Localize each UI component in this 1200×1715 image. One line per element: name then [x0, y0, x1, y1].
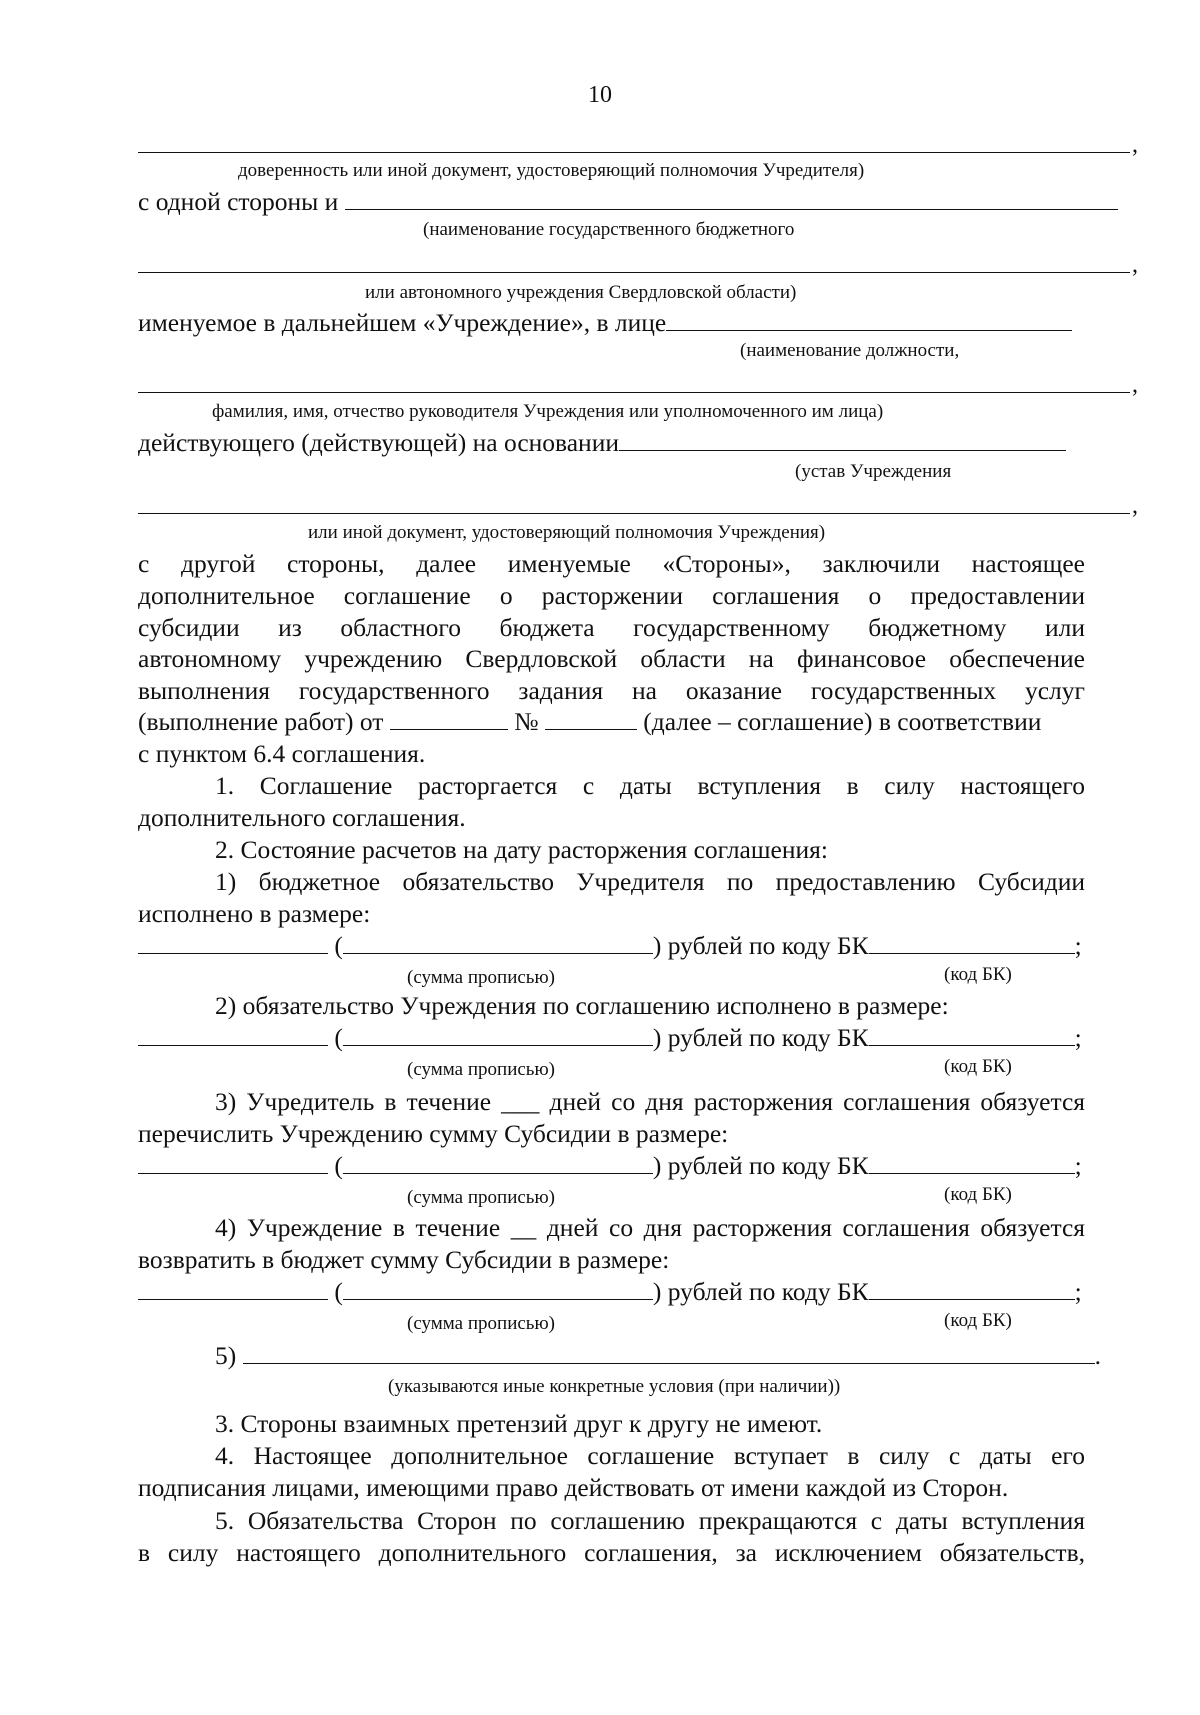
date-field	[390, 707, 508, 730]
blank-line	[138, 513, 1130, 514]
item-3-line: 3. Стороны взаимных претензий друг к другу не имеют.	[215, 1409, 823, 1438]
amount-field	[138, 1023, 328, 1046]
blank-field	[619, 428, 1066, 451]
amount-words-field	[343, 931, 653, 954]
paren: (	[334, 1151, 343, 1180]
paragraph-line: субсидии из областного бюджета государственному бюджетному или	[138, 613, 1085, 642]
line-text: действующего (действующей) на основании	[138, 428, 620, 457]
semicolon: ;	[1074, 1277, 1082, 1306]
period: .	[1094, 1341, 1101, 1370]
paragraph-line: с другой стороны, далее именуемые «Стороны», заключили настоящее	[138, 549, 1085, 578]
caption-sum-words: (сумма прописью)	[407, 1059, 555, 1080]
item-5-line: в силу настоящего дополнительного соглашения, за исключением обязательств,	[138, 1538, 1085, 1567]
comma: ,	[1132, 372, 1138, 398]
subitem-1-line: 1) бюджетное обязательство Учредителя по предоставлению Субсидии	[215, 867, 1085, 896]
subitem-3-line: перечислить Учреждению сумму Субсидии в размере:	[138, 1119, 729, 1148]
bk-code-field	[869, 1151, 1075, 1174]
amount-words-field	[343, 1277, 653, 1300]
item-5-line: 5. Обязательства Сторон по соглашению прекращаются с даты вступления	[215, 1506, 1085, 1535]
caption-institution-type: или автономного учреждения Свердловской области)	[365, 282, 797, 303]
line-one-side	[138, 186, 1085, 218]
item-1-line: дополнительного соглашения.	[138, 803, 466, 832]
paragraph-line-date-number	[138, 706, 1085, 738]
caption-sum-words: (сумма прописью)	[407, 1313, 555, 1334]
number-field	[545, 707, 637, 730]
paragraph-line: выполнения государственного задания на оказание государственных услуг	[138, 676, 1085, 705]
caption-bk-code: (код БК)	[944, 1310, 1012, 1331]
amount-line	[138, 1276, 1085, 1308]
caption-founder-document: доверенность или иной документ, удостоверяющий полномочия Учредителя)	[238, 160, 865, 181]
caption-other-conditions: (указываются иные конкретные условия (при наличии))	[388, 1376, 841, 1397]
blank-field	[345, 187, 1118, 210]
subitem-4-line: 4) Учреждение в течение __ дней со дня расторжения соглашения обязуется	[215, 1213, 1085, 1242]
caption-position: (наименование должности,	[740, 340, 960, 361]
amount-label: ) рублей по коду БК	[652, 1023, 869, 1052]
item-2-line: 2. Состояние расчетов на дату расторжения соглашения:	[215, 835, 828, 864]
blank-line	[138, 152, 1130, 153]
caption-sum-words: (сумма прописью)	[407, 1187, 555, 1208]
blank-field	[666, 308, 1072, 331]
item-1-line: 1. Соглашение расторгается с даты вступления в силу настоящего	[215, 771, 1085, 800]
caption-fio: фамилия, имя, отчество руководителя Учреждения или уполномоченного им лица)	[212, 401, 884, 422]
line-named	[138, 307, 1085, 339]
subitem-3-line: 3) Учредитель в течение ___ дней со дня расторжения соглашения обязуется	[215, 1087, 1085, 1116]
comma: ,	[1132, 493, 1138, 519]
amount-field	[138, 1151, 328, 1174]
semicolon: ;	[1074, 1023, 1082, 1052]
line-text: с одной стороны и	[138, 187, 339, 216]
bk-code-field	[869, 1023, 1075, 1046]
line-text: именуемое в дальнейшем «Учреждение», в лице	[138, 308, 667, 337]
amount-line	[138, 1150, 1085, 1182]
caption-bk-code: (код БК)	[944, 964, 1012, 985]
blank-line	[138, 392, 1130, 393]
subitem-1-line: исполнено в размере:	[138, 899, 371, 928]
amount-words-field	[343, 1151, 653, 1174]
caption-institution-document: или иной документ, удостоверяющий полномочия Учреждения)	[308, 522, 826, 543]
paragraph-line: с пунктом 6.4 соглашения.	[138, 739, 426, 768]
line-text: 5)	[215, 1341, 237, 1370]
amount-line	[138, 1022, 1085, 1054]
paragraph-line: автономному учреждению Свердловской области на финансовое обеспечение	[138, 644, 1085, 673]
page-number: 10	[588, 82, 612, 108]
item-4-line: 4. Настоящее дополнительное соглашение вступает в силу с даты его	[215, 1441, 1085, 1470]
amount-line	[138, 930, 1085, 962]
caption-institution-name: (наименование государственного бюджетного	[423, 219, 795, 240]
line-acting	[138, 427, 1085, 459]
paren: (	[334, 1023, 343, 1052]
blank-line	[138, 272, 1130, 273]
amount-words-field	[343, 1023, 653, 1046]
caption-bk-code: (код БК)	[944, 1056, 1012, 1077]
item-4-line: подписания лицами, имеющими право действовать от имени каждой из Сторон.	[138, 1473, 1009, 1502]
amount-label: ) рублей по коду БК	[652, 1277, 869, 1306]
bk-code-field	[869, 1277, 1075, 1300]
comma: ,	[1132, 252, 1138, 278]
subitem-2-line: 2) обязательство Учреждения по соглашению исполнено в размере:	[215, 991, 949, 1020]
semicolon: ;	[1074, 1151, 1082, 1180]
line-text: (далее – соглашение) в соответствии	[643, 707, 1042, 736]
paragraph-line: дополнительное соглашение о расторжении соглашения о предоставлении	[138, 581, 1085, 610]
subitem-4-line: возвратить в бюджет сумму Субсидии в размере:	[138, 1245, 670, 1274]
caption-charter: (устав Учреждения	[795, 461, 952, 482]
line-text: (выполнение работ) от	[138, 707, 384, 736]
subitem-5-line	[138, 1340, 1101, 1372]
amount-field	[138, 1277, 328, 1300]
caption-sum-words: (сумма прописью)	[407, 967, 555, 988]
comma: ,	[1132, 132, 1138, 158]
caption-bk-code: (код БК)	[944, 1184, 1012, 1205]
paren: (	[334, 1277, 343, 1306]
amount-label: ) рублей по коду БК	[652, 1151, 869, 1180]
bk-code-field	[869, 931, 1075, 954]
paren: (	[334, 931, 343, 960]
amount-field	[138, 931, 328, 954]
amount-label: ) рублей по коду БК	[652, 931, 869, 960]
semicolon: ;	[1074, 931, 1082, 960]
number-sign: №	[514, 707, 539, 736]
other-conditions-field	[243, 1341, 1095, 1364]
